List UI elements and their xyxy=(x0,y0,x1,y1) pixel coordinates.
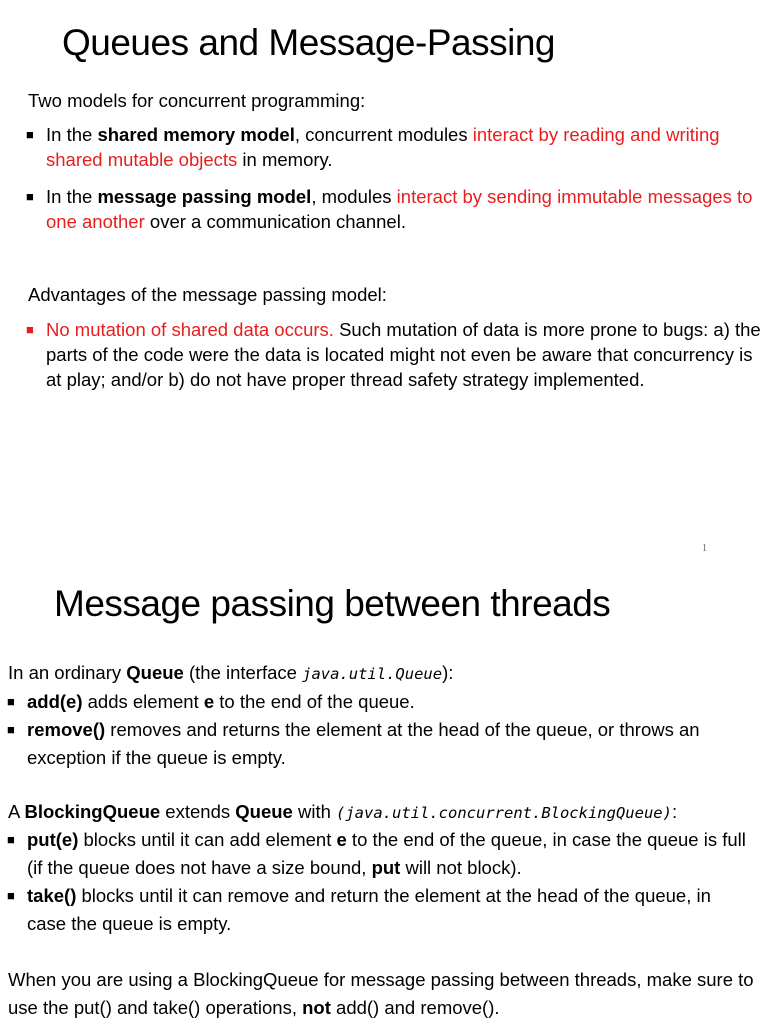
square-bullet-icon: ■ xyxy=(7,722,15,737)
slide-title: Queues and Message-Passing xyxy=(62,22,555,63)
list-item: ■ remove() removes and returns the element at the head of the queue, or throws an exception if the queue is empty. xyxy=(27,716,747,772)
square-bullet-icon: ■ xyxy=(26,322,34,337)
list-item: ■ put(e) blocks until it can add element e to the end of the queue, in case the queue is full (if the queue does not have a size bound, put will not block). xyxy=(27,826,747,882)
queue-intro: In an ordinary Queue (the interface java.util.Queue): xyxy=(8,662,454,683)
advantages-list xyxy=(26,317,764,392)
list-item: ■ add(e) adds element e to the end of the queue. xyxy=(27,688,747,716)
list-item: ■ In the message passing model, modules interact by sending immutable messages to one another over a communication channel. xyxy=(26,186,753,232)
list-item: ■ No mutation of shared data occurs. Such mutation of data is more prone to bugs: a) the parts of the code were the data is located might not even be aware that concurrency is at play; and/or b) do not have proper thread safety strategy implemented. xyxy=(26,319,761,390)
intro-text: Two models for concurrent programming: xyxy=(28,90,366,111)
list-item: ■ take() blocks until it can remove and return the element at the head of the queue, in case the queue is empty. xyxy=(27,882,747,938)
models-list xyxy=(26,122,761,234)
list-item: ■ In the shared memory model, concurrent modules interact by reading and writing shared mutable objects in memory. xyxy=(26,124,720,170)
blockingqueue-intro: A BlockingQueue extends Queue with (java.util.concurrent.BlockingQueue): xyxy=(8,801,678,822)
slide-title: Message passing between threads xyxy=(54,583,611,624)
square-bullet-icon: ■ xyxy=(26,127,34,142)
advantages-heading: Advantages of the message passing model: xyxy=(28,284,387,305)
closing-paragraph: When you are using a BlockingQueue for message passing between threads, make sure to use the put() and take() operations, not add() and remove(). xyxy=(8,969,754,1018)
square-bullet-icon: ■ xyxy=(7,832,15,847)
blockingqueue-methods-list xyxy=(7,826,747,938)
square-bullet-icon: ■ xyxy=(7,694,15,709)
page-number: 1 xyxy=(702,543,707,554)
square-bullet-icon: ■ xyxy=(7,888,15,903)
queue-methods-list xyxy=(7,688,747,772)
square-bullet-icon: ■ xyxy=(26,189,34,204)
slide-2 xyxy=(0,512,768,1024)
